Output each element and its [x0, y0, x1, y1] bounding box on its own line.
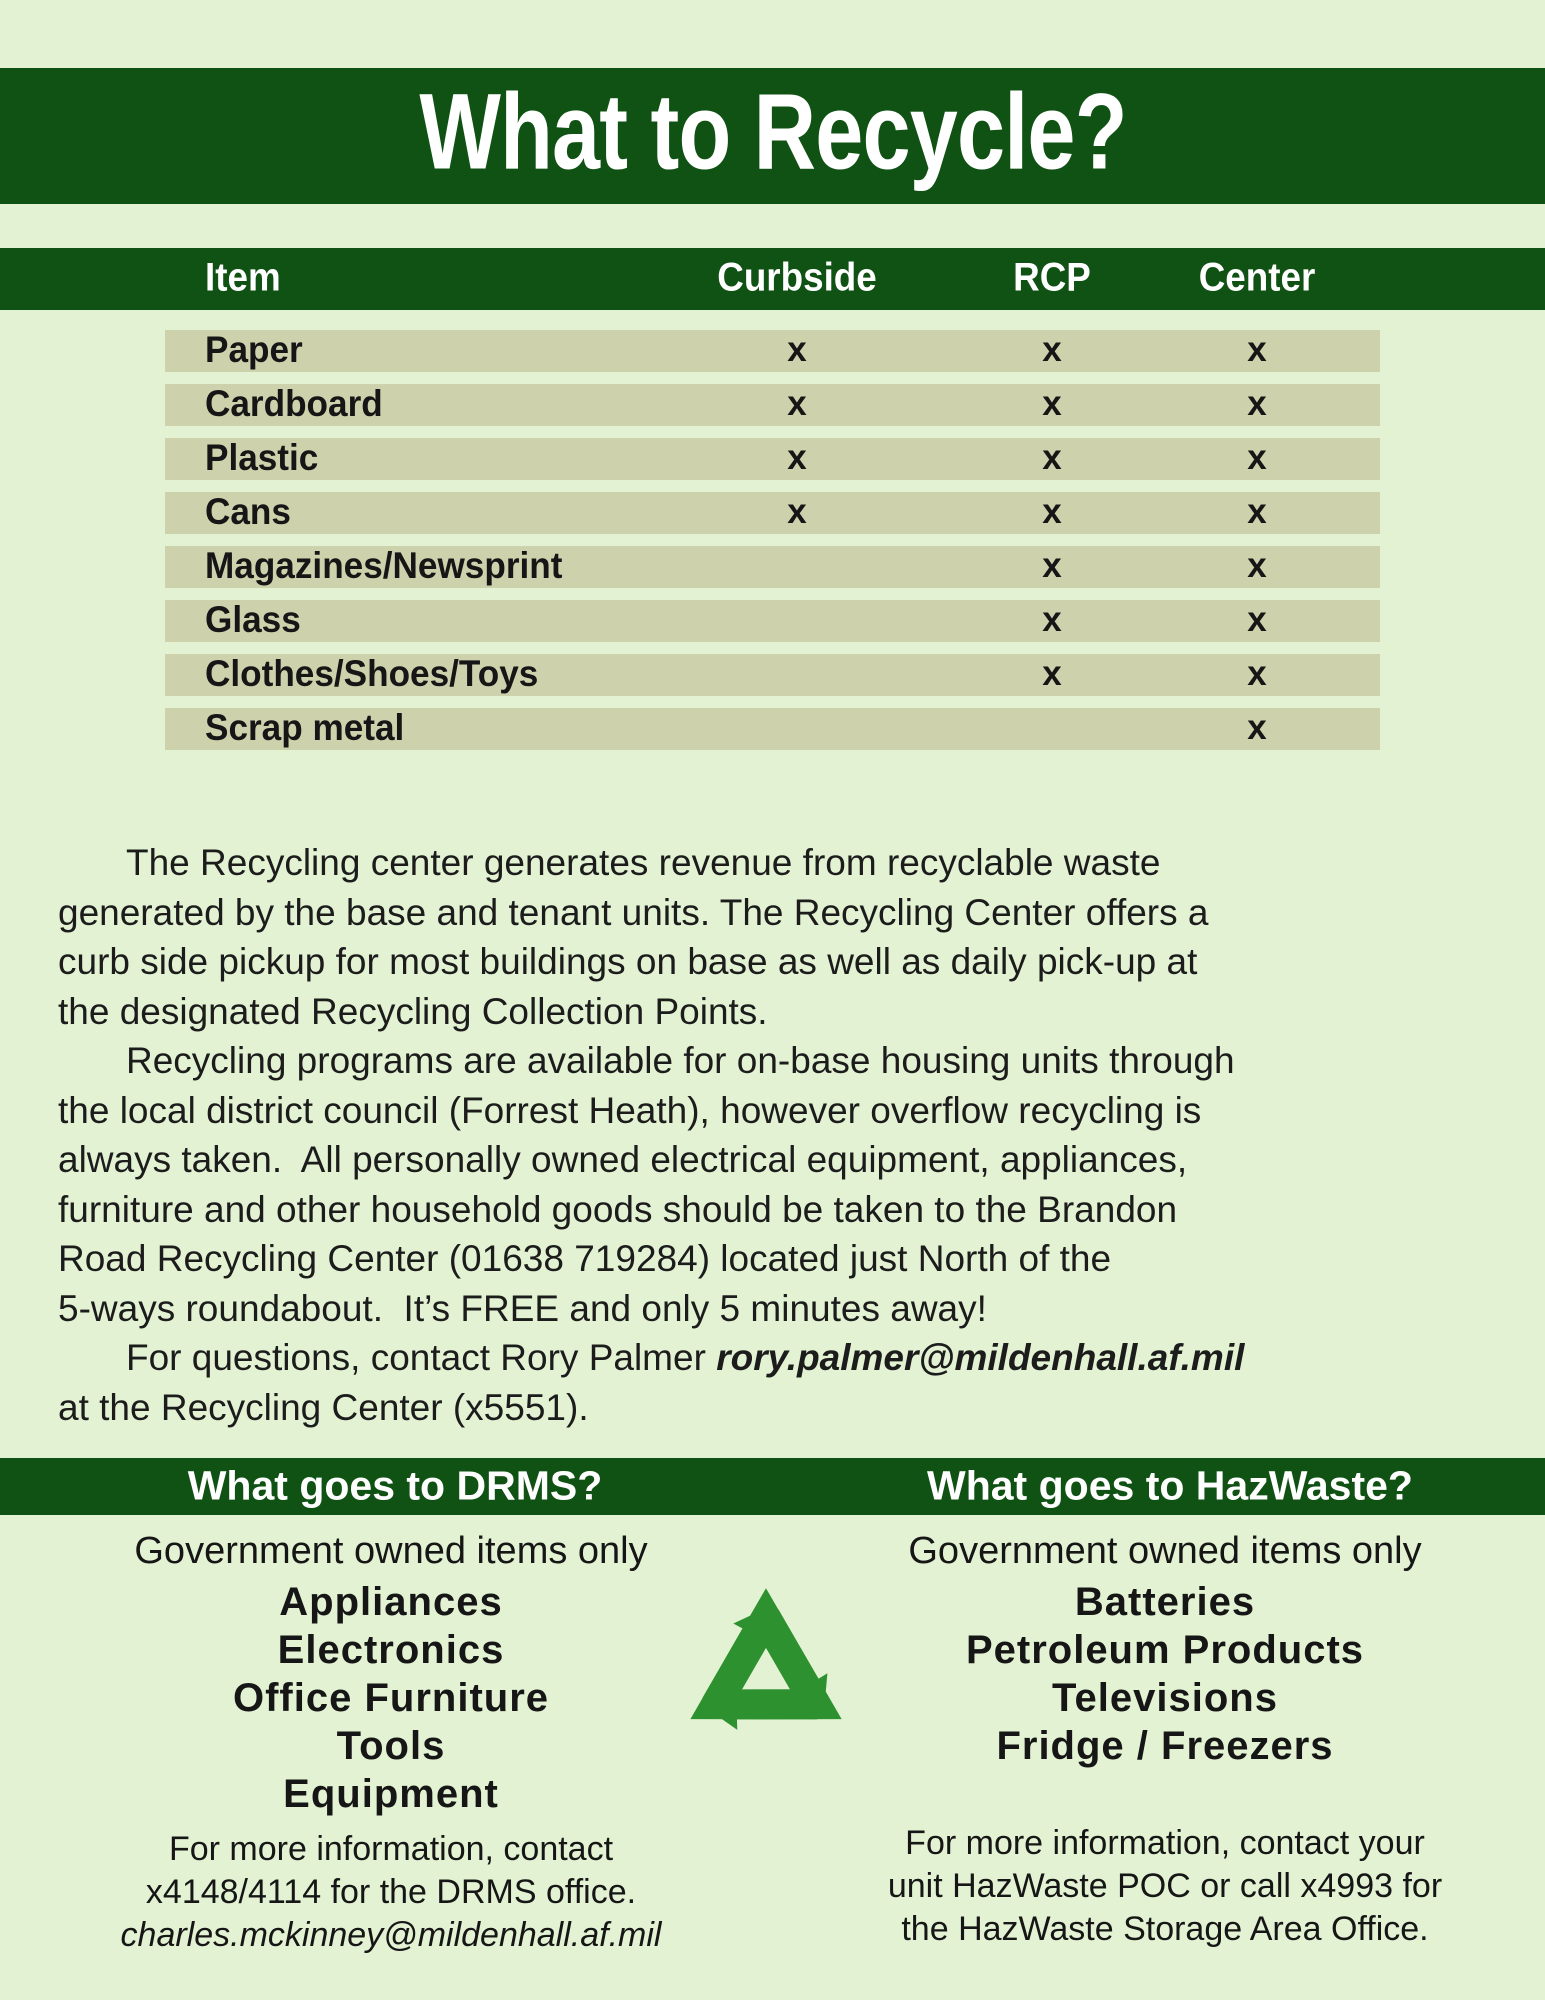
curbside-mark: x	[787, 330, 807, 370]
drms-info	[61, 1828, 721, 1957]
section-header-band	[0, 1458, 1545, 1515]
rcp-mark: x	[1042, 438, 1062, 478]
paragraph-line: curb side pickup for most buildings on base as well as daily pick-up at	[58, 941, 1198, 982]
questions-text: For questions, contact Rory Palmer	[126, 1337, 717, 1378]
rcp-mark: x	[1042, 654, 1062, 694]
hazwaste-info-line: unit HazWaste POC or call x4993 for	[887, 1867, 1443, 1905]
paragraph-line: always taken. All personally owned electrical equipment, appliances,	[58, 1139, 1188, 1180]
col-header-curbside: Curbside	[717, 255, 877, 300]
table-row	[165, 384, 1380, 426]
hazwaste-item: Fridge / Freezers	[996, 1724, 1334, 1768]
paragraph-line: Road Recycling Center (01638 719284) located just North of the	[58, 1238, 1112, 1279]
paragraph-line: at the Recycling Center (x5551).	[58, 1386, 589, 1428]
col-header-rcp: RCP	[1013, 255, 1091, 300]
row-item-label: Cardboard	[205, 383, 383, 425]
row-item-label: Scrap metal	[205, 707, 405, 749]
hazwaste-item: Batteries	[1074, 1580, 1256, 1624]
row-item-label: Glass	[205, 599, 301, 641]
rcp-mark: x	[1042, 600, 1062, 640]
hazwaste-info	[835, 1822, 1495, 1951]
drms-info-line: x4148/4114 for the DRMS office.	[145, 1873, 637, 1911]
page-title: What to Recycle?	[418, 70, 1127, 192]
table-row	[165, 330, 1380, 372]
center-mark: x	[1247, 654, 1267, 694]
hazwaste-info-line: the HazWaste Storage Area Office.	[901, 1910, 1429, 1948]
gov-owned-note: Government owned items only	[134, 1530, 648, 1572]
rcp-mark: x	[1042, 384, 1062, 424]
hazwaste-column	[835, 1528, 1495, 1951]
paragraph-line: the designated Recycling Collection Points.	[58, 990, 768, 1032]
recycling-contact-email: rory.palmer@mildenhall.af.mil	[716, 1337, 1245, 1378]
center-mark: x	[1247, 708, 1267, 748]
gov-owned-note: Government owned items only	[908, 1530, 1422, 1572]
drms-item: Office Furniture	[232, 1676, 550, 1720]
curbside-mark: x	[787, 492, 807, 532]
table-row	[165, 654, 1380, 696]
curbside-mark: x	[787, 438, 807, 478]
center-mark: x	[1247, 438, 1267, 478]
col-header-center: Center	[1198, 255, 1316, 300]
drms-item: Equipment	[283, 1772, 499, 1816]
rcp-mark: x	[1042, 546, 1062, 586]
paragraph-line: generated by the base and tenant units. The Recycling Center offers a	[58, 891, 1209, 933]
drms-heading: What goes to DRMS?	[187, 1462, 603, 1509]
table-row	[165, 546, 1380, 588]
table-row	[165, 708, 1380, 750]
table-header-band	[0, 248, 1545, 310]
drms-item: Tools	[336, 1724, 446, 1768]
drms-item: Appliances	[279, 1580, 503, 1624]
hazwaste-info-line: For more information, contact your	[905, 1824, 1425, 1862]
curbside-mark: x	[787, 384, 807, 424]
col-header-item: Item	[205, 255, 281, 300]
table-row	[165, 600, 1380, 642]
drms-items	[61, 1578, 721, 1818]
center-mark: x	[1247, 546, 1267, 586]
table-row	[165, 438, 1380, 480]
body-paragraphs	[58, 838, 1503, 1432]
hazwaste-item: Televisions	[1052, 1676, 1278, 1720]
center-mark: x	[1247, 600, 1267, 640]
drms-item: Electronics	[277, 1628, 505, 1672]
row-item-label: Magazines/Newsprint	[205, 545, 563, 587]
rcp-mark: x	[1042, 330, 1062, 370]
paragraph-line: 5-ways roundabout. It’s FREE and only 5 minutes away!	[58, 1287, 987, 1329]
hazwaste-item: Petroleum Products	[965, 1628, 1365, 1672]
row-item-label: Clothes/Shoes/Toys	[205, 653, 539, 695]
table-row	[165, 492, 1380, 534]
drms-info-line: For more information, contact	[168, 1830, 614, 1868]
drms-contact-email: charles.mckinney@mildenhall.af.mil	[120, 1916, 662, 1954]
row-item-label: Plastic	[205, 437, 319, 479]
center-mark: x	[1247, 492, 1267, 532]
paragraph-line: furniture and other household goods should be taken to the Brandon	[58, 1188, 1178, 1230]
hazwaste-heading: What goes to HazWaste?	[927, 1462, 1413, 1509]
paragraph-line	[58, 1333, 1503, 1383]
drms-column	[61, 1528, 721, 1957]
rcp-mark: x	[1042, 492, 1062, 532]
paragraph-line: The Recycling center generates revenue from recyclable waste	[126, 842, 1161, 883]
paragraph-line: Recycling programs are available for on-base housing units through	[126, 1040, 1235, 1081]
center-mark: x	[1247, 330, 1267, 370]
row-item-label: Paper	[205, 329, 303, 371]
center-mark: x	[1247, 384, 1267, 424]
paragraph-line: the local district council (Forrest Heath), however overflow recycling is	[58, 1089, 1202, 1131]
row-item-label: Cans	[205, 491, 291, 533]
hazwaste-items	[835, 1578, 1495, 1770]
title-band	[0, 68, 1545, 204]
